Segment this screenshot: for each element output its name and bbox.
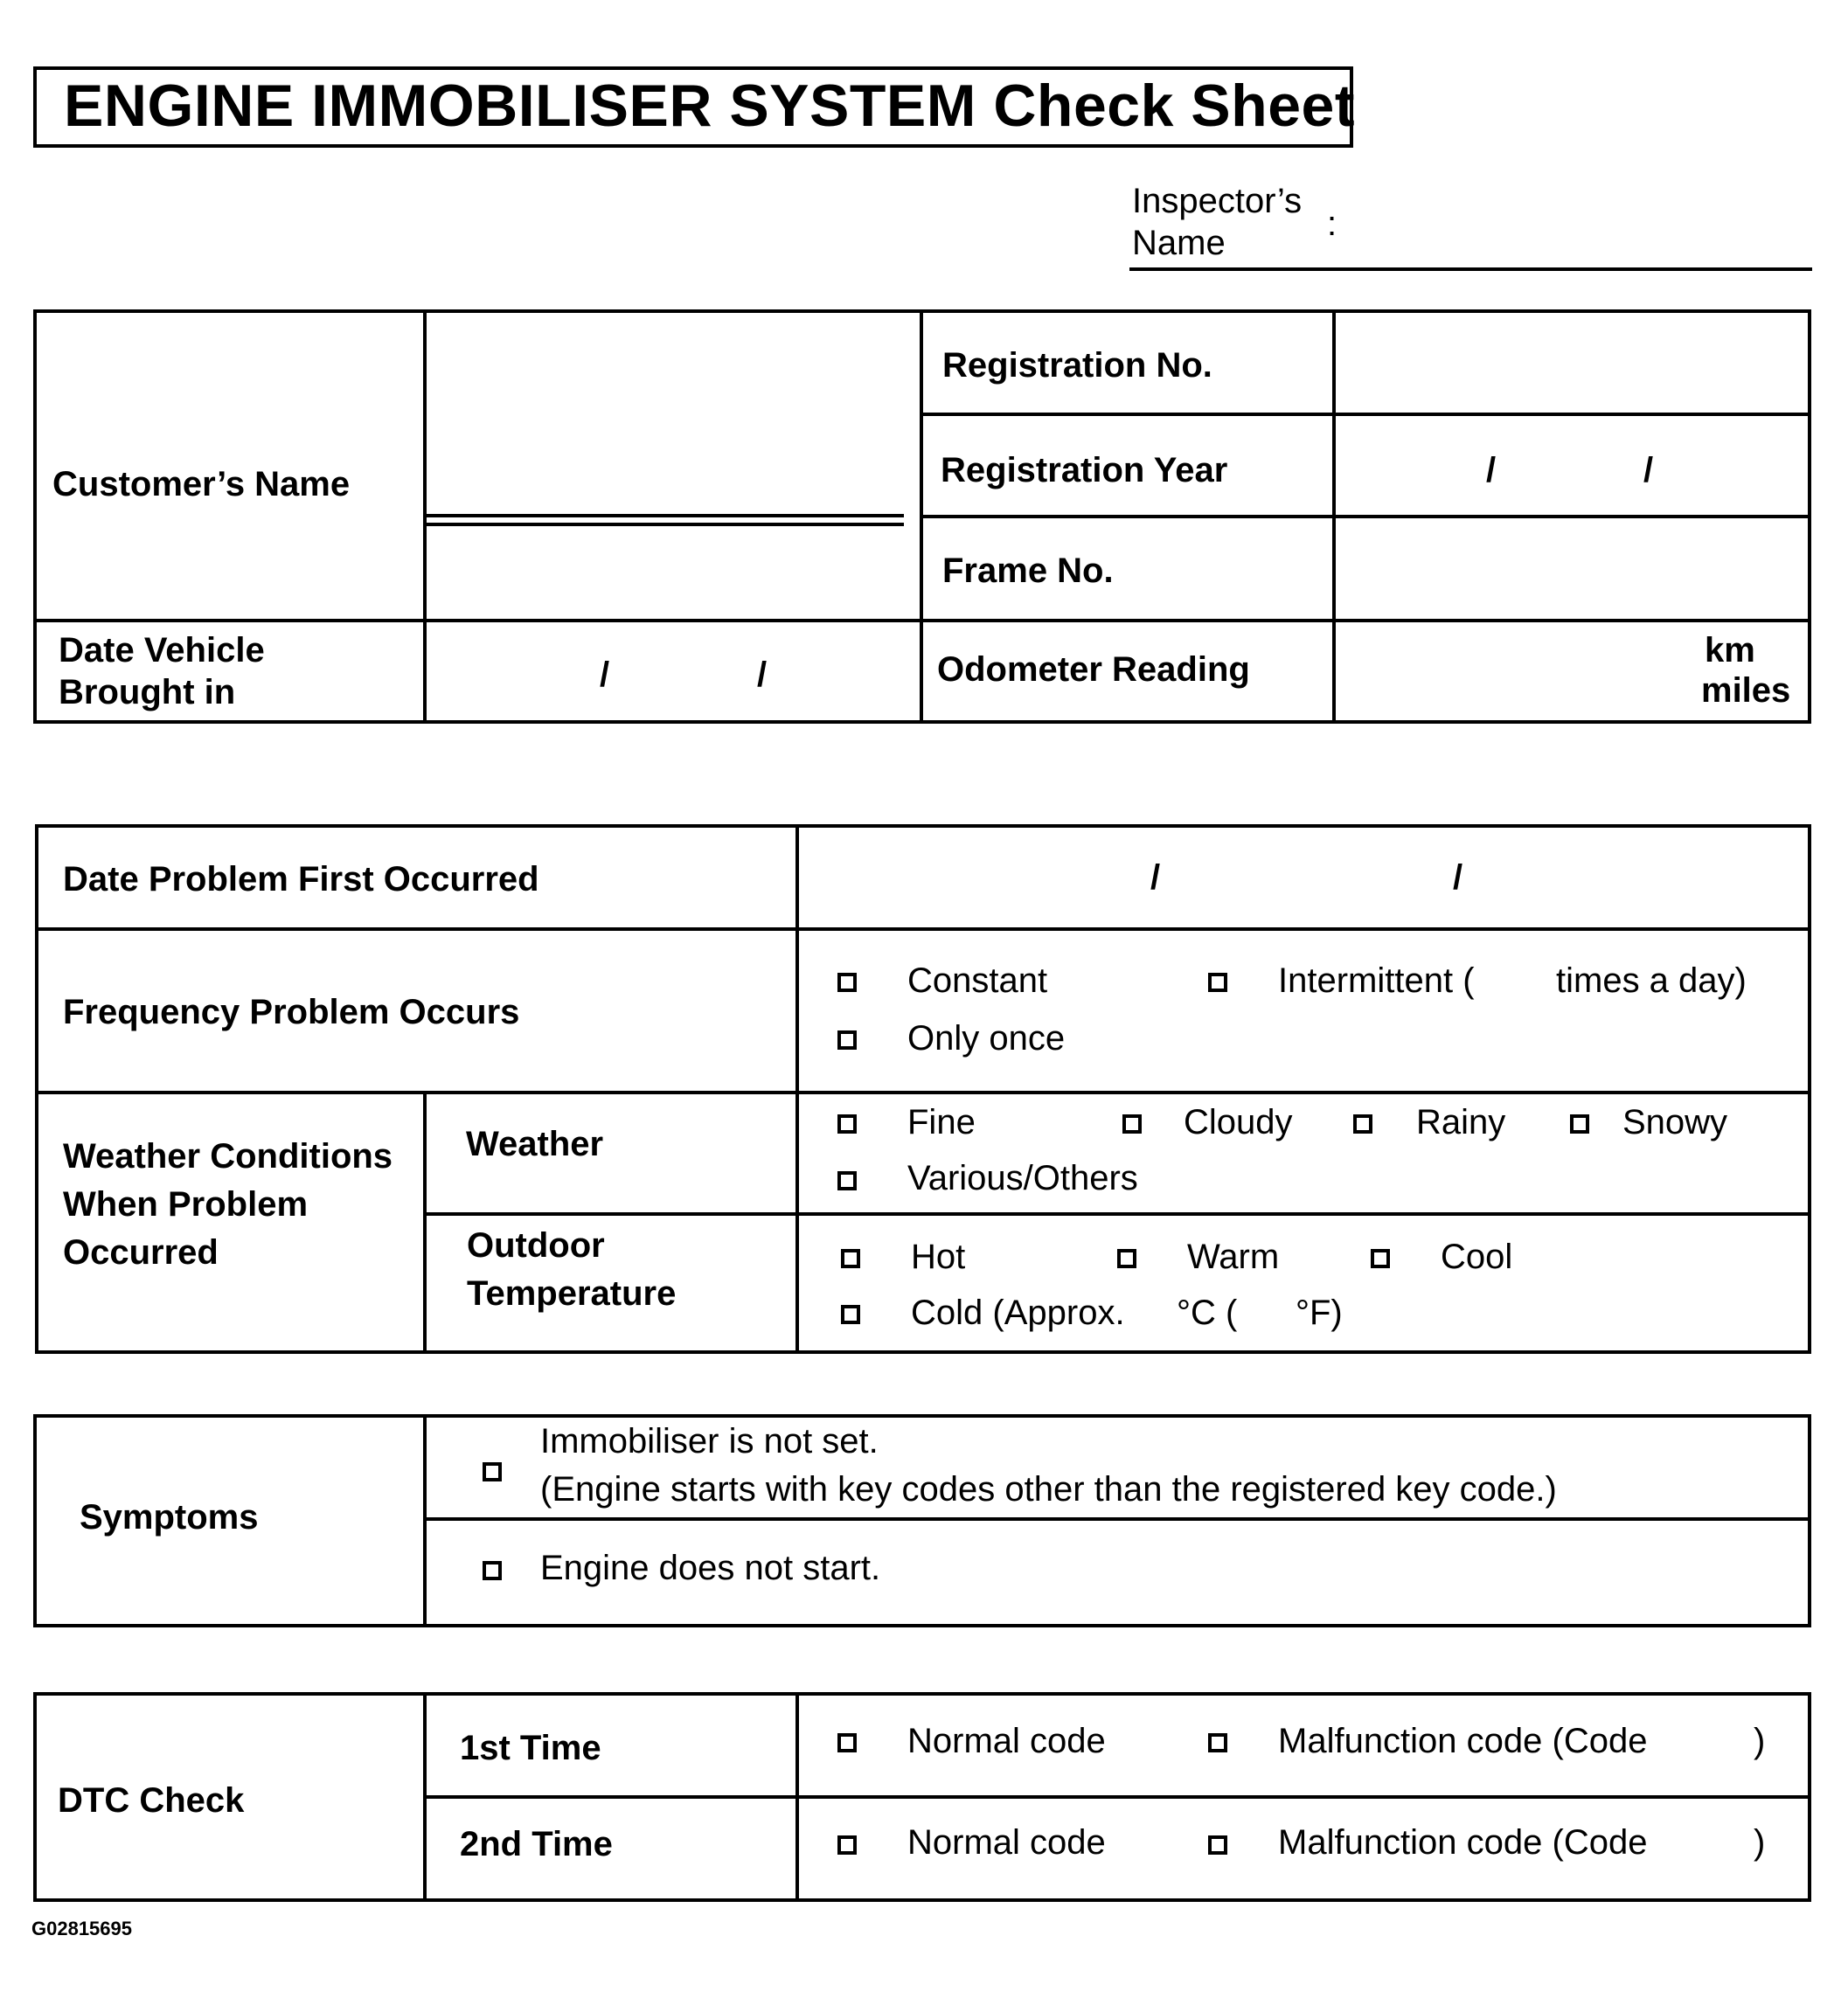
- engine-does-not-start-checkbox[interactable]: [483, 1561, 502, 1580]
- weather-label: Weather: [466, 1125, 604, 1163]
- frequency-label: Frequency Problem Occurs: [63, 993, 520, 1031]
- intermittent-checkbox[interactable]: [1208, 973, 1227, 992]
- cloudy-checkbox[interactable]: [1122, 1114, 1142, 1134]
- various-others-checkbox[interactable]: [837, 1171, 857, 1190]
- rainy-option-label: Rainy: [1416, 1103, 1506, 1141]
- first-malfunction-close-paren: ): [1754, 1722, 1766, 1760]
- hot-option-label: Hot: [911, 1238, 966, 1276]
- cool-checkbox[interactable]: [1371, 1249, 1390, 1268]
- second-time-label: 2nd Time: [460, 1825, 613, 1863]
- first-normal-code-label: Normal code: [907, 1722, 1106, 1760]
- constant-option-label: Constant: [907, 961, 1048, 1000]
- date-brought-in-label-line2: Brought in: [59, 673, 236, 711]
- date-brought-in-label: [59, 629, 265, 713]
- warm-checkbox[interactable]: [1117, 1249, 1136, 1268]
- second-normal-code-checkbox[interactable]: [837, 1835, 857, 1855]
- cool-option-label: Cool: [1441, 1238, 1513, 1276]
- hot-checkbox[interactable]: [841, 1249, 860, 1268]
- customer-name-label: Customer’s Name: [52, 465, 351, 503]
- figure-code: G02815695: [31, 1918, 132, 1939]
- registration-year-label: Registration Year: [941, 451, 1228, 489]
- inspector-label-line2: Name: [1132, 224, 1226, 262]
- immobiliser-not-set-label: [540, 1418, 1557, 1514]
- warm-option-label: Warm: [1187, 1238, 1280, 1276]
- outdoor-temperature-label-line2: Temperature: [467, 1274, 677, 1313]
- second-malfunction-close-paren: ): [1754, 1823, 1766, 1862]
- cold-checkbox[interactable]: [841, 1305, 860, 1324]
- constant-checkbox[interactable]: [837, 973, 857, 992]
- date-brought-in-label-line1: Date Vehicle: [59, 631, 265, 670]
- only-once-checkbox[interactable]: [837, 1030, 857, 1050]
- registration-no-field[interactable]: [1337, 315, 1808, 413]
- times-a-day-label: times a day): [1556, 961, 1747, 1000]
- engine-does-not-start-label: Engine does not start.: [540, 1549, 881, 1587]
- weather-conditions-label-line2: When Problem: [63, 1185, 309, 1224]
- inspector-colon: :: [1327, 205, 1337, 243]
- registration-year-separator: /: [1643, 451, 1654, 489]
- date-first-occurred-separator: /: [1150, 858, 1161, 897]
- registration-no-label: Registration No.: [942, 346, 1212, 385]
- snowy-checkbox[interactable]: [1570, 1114, 1589, 1134]
- customer-name-field-1[interactable]: [428, 315, 920, 514]
- odometer-label: Odometer Reading: [937, 650, 1250, 689]
- registration-year-separator: /: [1486, 451, 1497, 489]
- date-brought-in-separator: /: [600, 656, 610, 694]
- snowy-option-label: Snowy: [1622, 1103, 1728, 1141]
- fine-checkbox[interactable]: [837, 1114, 857, 1134]
- weather-conditions-label-line1: Weather Conditions: [63, 1137, 393, 1176]
- inspector-label-line1: Inspector’s: [1132, 182, 1303, 220]
- cold-option-label: Cold (Approx.: [911, 1294, 1125, 1332]
- only-once-option-label: Only once: [907, 1019, 1066, 1058]
- customer-name-field-2[interactable]: [428, 528, 920, 619]
- first-normal-code-checkbox[interactable]: [837, 1733, 857, 1752]
- immobiliser-not-set-line2: (Engine starts with key codes other than the registered key code.): [540, 1470, 1557, 1509]
- fahrenheit-label: °F): [1296, 1294, 1343, 1332]
- second-malfunction-code-label: Malfunction code (Code: [1278, 1823, 1648, 1862]
- various-others-option-label: Various/Others: [907, 1159, 1138, 1197]
- second-normal-code-label: Normal code: [907, 1823, 1106, 1862]
- cloudy-option-label: Cloudy: [1184, 1103, 1293, 1141]
- second-malfunction-code-checkbox[interactable]: [1208, 1835, 1227, 1855]
- first-malfunction-code-label: Malfunction code (Code: [1278, 1722, 1648, 1760]
- date-first-occurred-label: Date Problem First Occurred: [63, 860, 539, 898]
- celsius-label: °C (: [1177, 1294, 1238, 1332]
- immobiliser-not-set-checkbox[interactable]: [483, 1462, 502, 1481]
- first-time-label: 1st Time: [460, 1729, 601, 1767]
- date-first-occurred-separator: /: [1453, 858, 1463, 897]
- weather-conditions-label-line3: Occurred: [63, 1233, 219, 1272]
- odometer-unit-km: km: [1705, 631, 1755, 670]
- date-brought-in-separator: /: [757, 656, 768, 694]
- odometer-unit-miles: miles: [1701, 671, 1791, 710]
- frame-no-field[interactable]: [1337, 519, 1808, 619]
- page-title: ENGINE IMMOBILISER SYSTEM Check Sheet: [64, 73, 1355, 139]
- weather-conditions-label: [63, 1133, 393, 1277]
- immobiliser-not-set-line1: Immobiliser is not set.: [540, 1422, 879, 1460]
- first-malfunction-code-checkbox[interactable]: [1208, 1733, 1227, 1752]
- rainy-checkbox[interactable]: [1353, 1114, 1372, 1134]
- fine-option-label: Fine: [907, 1103, 976, 1141]
- frame-no-label: Frame No.: [942, 552, 1114, 590]
- intermittent-option-label: Intermittent (: [1278, 961, 1475, 1000]
- symptoms-label: Symptoms: [80, 1498, 259, 1537]
- dtc-check-label: DTC Check: [58, 1781, 245, 1820]
- outdoor-temperature-label-line1: Outdoor: [467, 1226, 605, 1265]
- outdoor-temperature-label: [467, 1222, 676, 1318]
